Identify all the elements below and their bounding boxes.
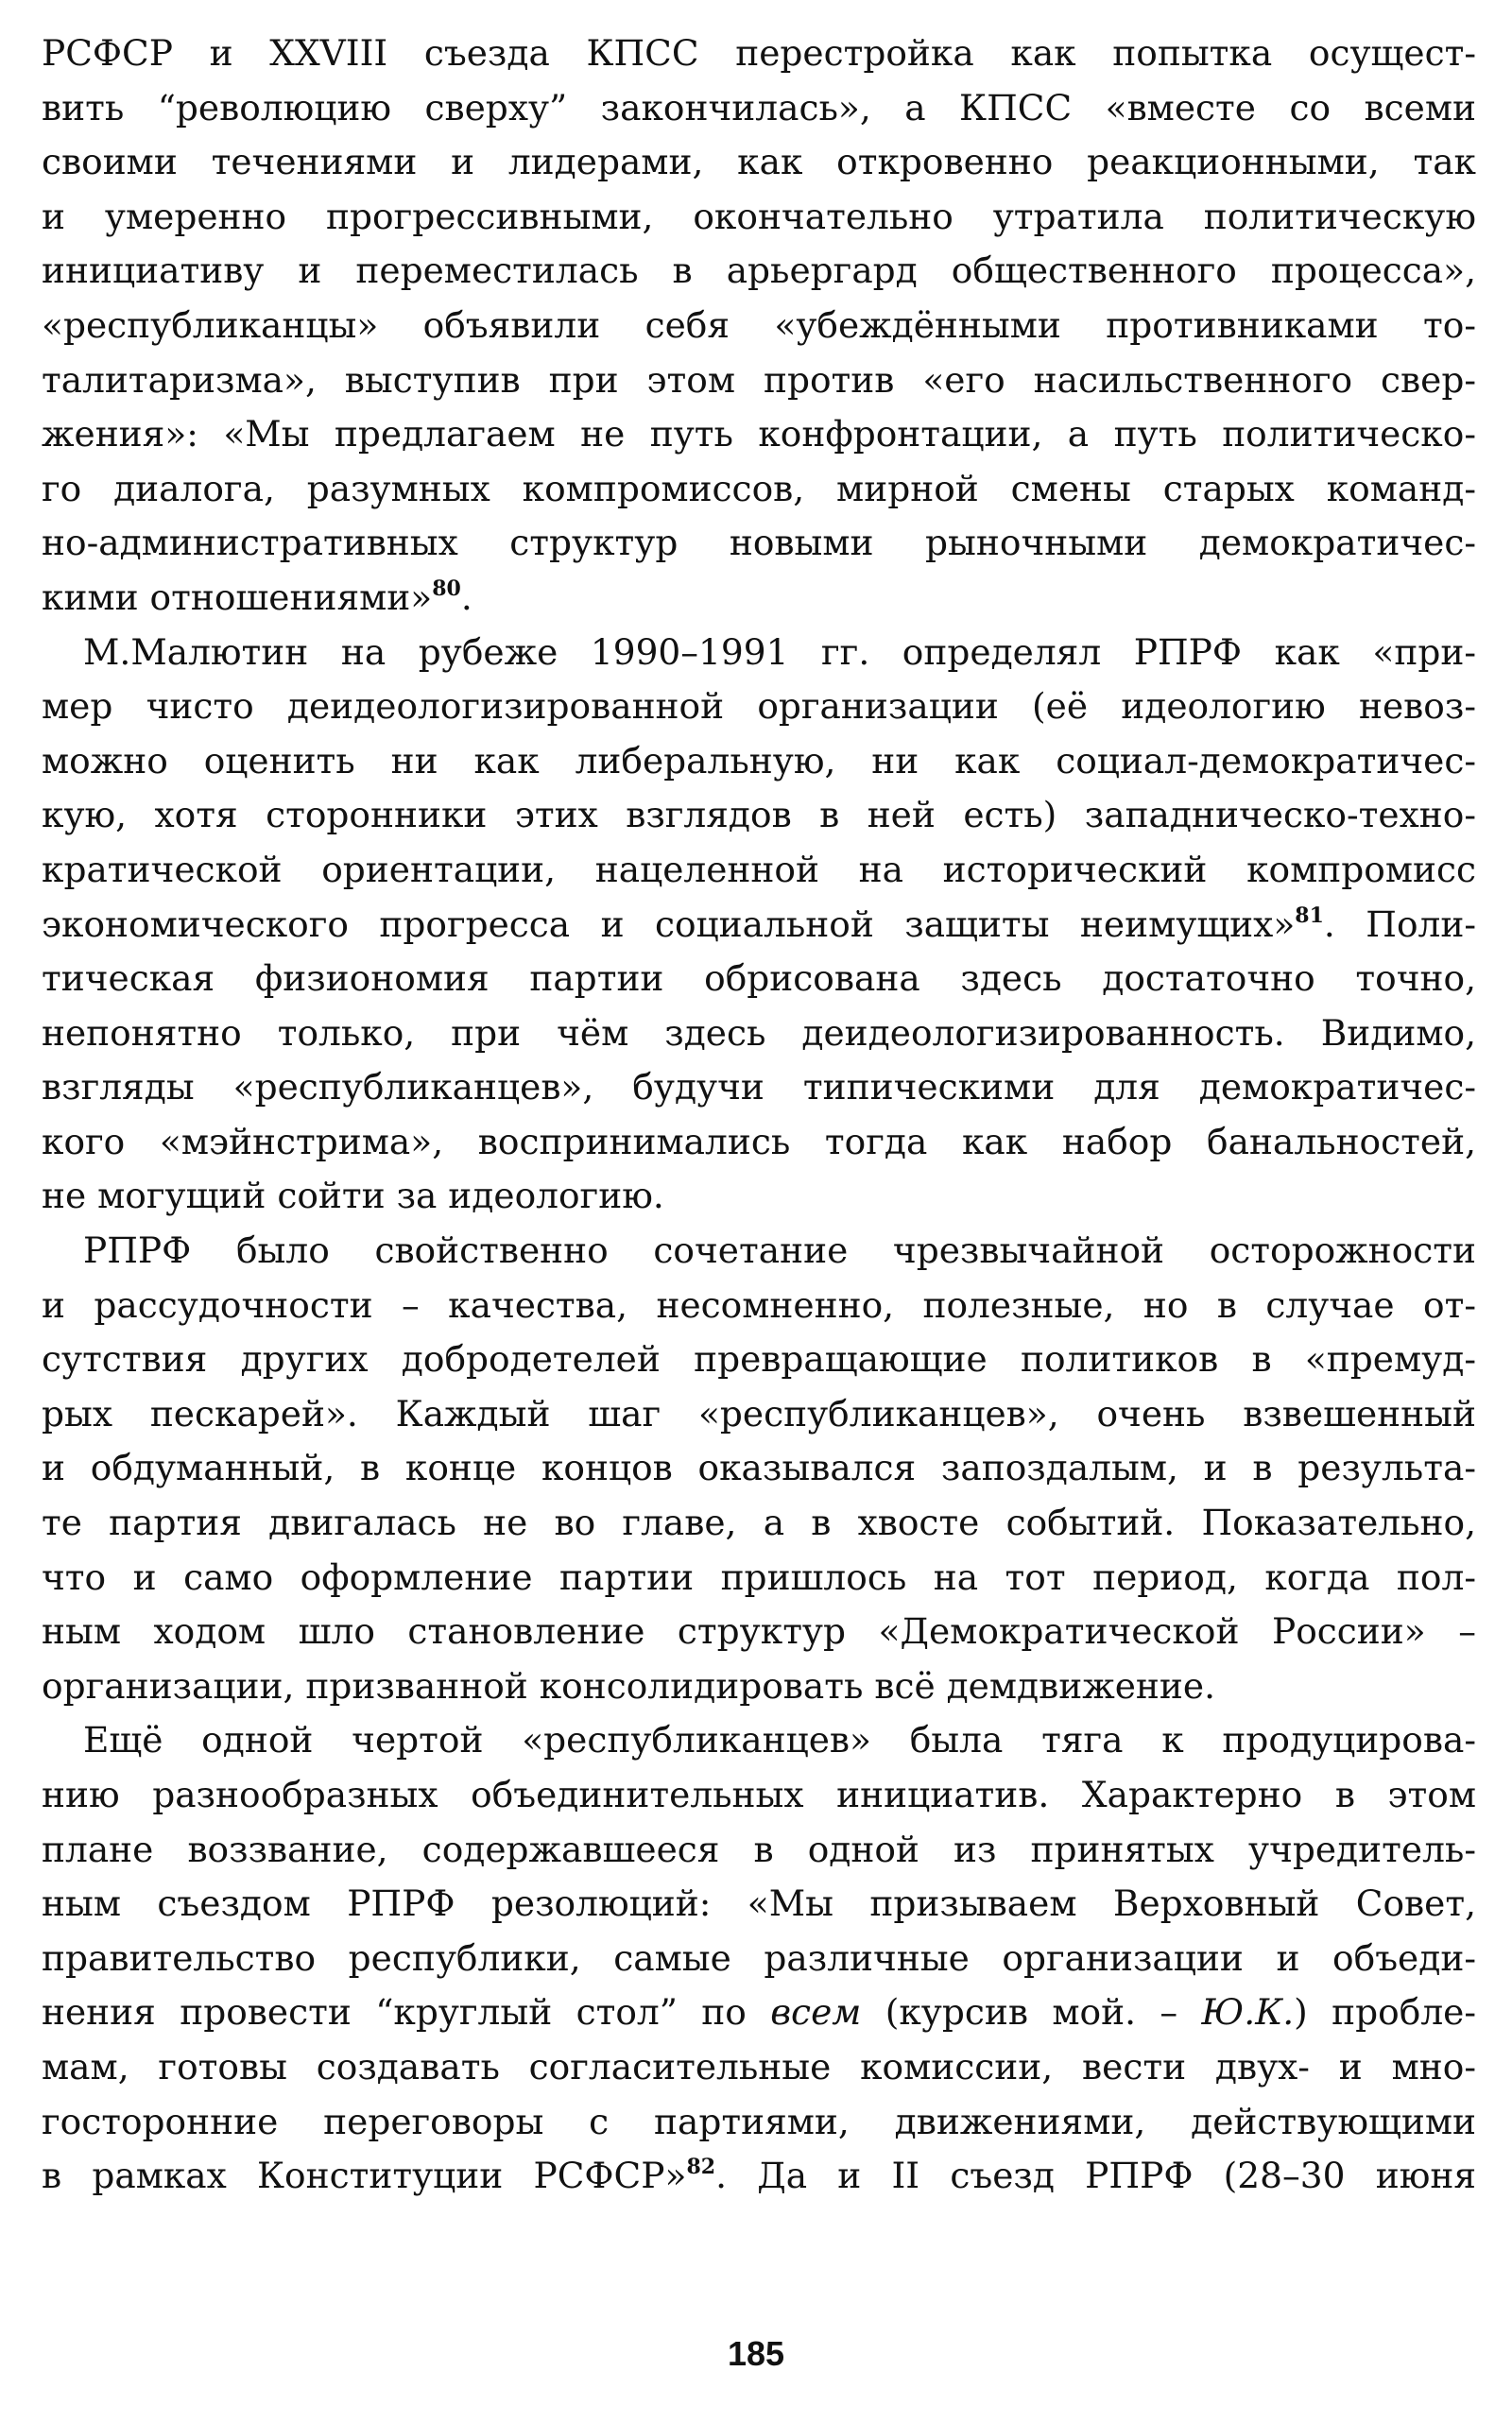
text-line [42,1605,1476,1659]
text-line [42,462,1476,517]
text-line [42,1279,1476,1333]
text-run: рых пескарей». Каждый шаг «республиканцев», очень взвешенный [42,1392,1476,1435]
text-line [42,1877,1476,1932]
text-line [42,1496,1476,1551]
text-line [42,1224,1476,1279]
text-line [42,788,1476,843]
text-line [42,1169,1476,1224]
text-line [42,898,1476,953]
text-line [42,2095,1476,2150]
text-line [42,135,1476,190]
text-run: в рамках Конституции РСФСР» [42,2155,687,2197]
text-run: и рассудочности – качества, несомненно, полезные, но в случае от- [42,1283,1476,1326]
text-line [42,843,1476,898]
text-line [42,626,1476,680]
text-line [42,1115,1476,1170]
text-run: плане воззвание, содержавшееся в одной из принятых учредитель- [42,1828,1476,1870]
text-run: что и само оформление партии пришлось на тот период, когда пол- [42,1555,1476,1598]
text-run: . Да и II съезд РПРФ (28–30 июня [715,2155,1477,2197]
text-run: и обдуманный, в конце концов оказывался запоздалым, и в результа- [42,1447,1476,1489]
text-line [42,190,1476,245]
text-run: вить “революцию сверху” закончилась», а КПСС «вместе со всеми [42,86,1476,129]
italic-text: Ю.К. [1201,1991,1295,2034]
text-run: кратической ориентации, нацеленной на исторический компромисс [42,848,1476,890]
text-run: нию разнообразных объединительных инициатив. Характерно в этом [42,1774,1476,1815]
text-run: но-административных структур новыми рыночными демократичес- [42,522,1476,564]
text-run: кую, хотя сторонники этих взглядов в ней есть) западническо-техно- [42,794,1476,836]
text-line [42,1659,1476,1714]
text-run: Ещё одной чертой «республиканцев» была тяга к продуцирова- [83,1719,1476,1761]
text-line [42,81,1476,136]
text-run: «республиканцы» объявили себя «убеждёнными противниками то- [42,303,1476,346]
text-run: . [460,576,472,618]
text-line [42,1713,1476,1768]
text-run: тическая физиономия партии обрисована здесь достаточно точно, [42,957,1476,1000]
text-run: мам, готовы создавать согласительные комиссии, вести двух- и мно- [42,2045,1476,2088]
footnote-ref: 81 [1295,902,1324,928]
text-run: (курсив мой. – [861,1991,1202,2034]
text-run: инициативу и переместилась в арьергард общественного процесса», [42,249,1476,292]
text-run: ным ходом шло становление структур «Демократической России» – [42,1610,1476,1653]
text-run: РСФСР и XXVIII съезда КПСС перестройка как попытка осущест- [42,32,1476,74]
text-run: своими течениями и лидерами, как откровенно реакционными, так [42,141,1476,183]
text-run: правительство республики, самые различные организации и объеди- [42,1936,1476,1979]
text-run: М.Малютин на рубеже 1990–1991 гг. определял РПРФ как «при- [83,630,1476,673]
text-run: ным съездом РПРФ резолюций: «Мы призываем Верховный Совет, [42,1882,1476,1925]
text-line [42,1332,1476,1387]
page-number: 185 [727,2334,785,2373]
text-run: организации, призванной консолидировать всё демдвижение. [42,1664,1216,1707]
text-run: нения провести “круглый стол” по [42,1991,771,2034]
text-run: экономического прогресса и социальной защиты неимущих» [42,902,1296,945]
text-line [42,2149,1476,2204]
text-line [42,952,1476,1006]
text-run: и умеренно прогрессивными, окончательно утратила политическую [42,195,1476,237]
text-line [42,734,1476,789]
text-line [42,1006,1476,1061]
text-line [42,571,1476,626]
text-line [42,679,1476,734]
text-line [42,1060,1476,1115]
text-run: сутствия других добродетелей превращающие политиков в «премуд- [42,1338,1476,1381]
text-line [42,1768,1476,1823]
text-run: РПРФ было свойственно сочетание чрезвычайной осторожности [83,1229,1476,1272]
footnote-ref: 80 [432,576,461,601]
text-line [42,1387,1476,1442]
text-run: ) пробле- [1294,1991,1477,2034]
text-run: госторонние переговоры с партиями, движениями, действующими [42,2100,1476,2142]
text-run: жения»: «Мы предлагаем не путь конфронтации, а путь политическо- [42,413,1476,455]
text-run: не могущий сойти за идеологию. [42,1175,664,1217]
text-line [42,1551,1476,1606]
text-run: кого «мэйнстрима», воспринимались тогда как набор банальностей, [42,1120,1476,1162]
footnote-ref: 82 [686,2155,716,2180]
text-run: кими отношениями» [42,576,433,618]
text-run: непонятно только, при чём здесь деидеологизированность. Видимо, [42,1011,1476,1054]
text-line [42,516,1476,571]
text-run: те партия двигалась не во главе, а в хвосте событий. Показательно, [42,1502,1476,1544]
text-run: мер чисто деидеологизированной организации (её идеологию невоз- [42,685,1476,728]
text-line [42,26,1476,81]
text-line [42,1932,1476,1986]
text-run: талитаризма», выступив при этом против «его насильственного свер- [42,358,1476,401]
italic-text: всем [770,1991,862,2034]
text-line [42,299,1476,353]
text-run: взгляды «республиканцев», будучи типическими для демократичес- [42,1066,1476,1108]
text-line [42,353,1476,408]
text-line [42,2040,1476,2095]
text-run: . Поли- [1323,902,1477,945]
text-line [42,1985,1476,2040]
text-line [42,244,1476,299]
text-run: можно оценить ни как либеральную, ни как социал-демократичес- [42,739,1476,782]
body-text [42,26,1476,2204]
text-line [42,407,1476,462]
text-line [42,1441,1476,1496]
text-line [42,1823,1476,1878]
text-run: го диалога, разумных компромиссов, мирной смены старых команд- [42,467,1476,509]
